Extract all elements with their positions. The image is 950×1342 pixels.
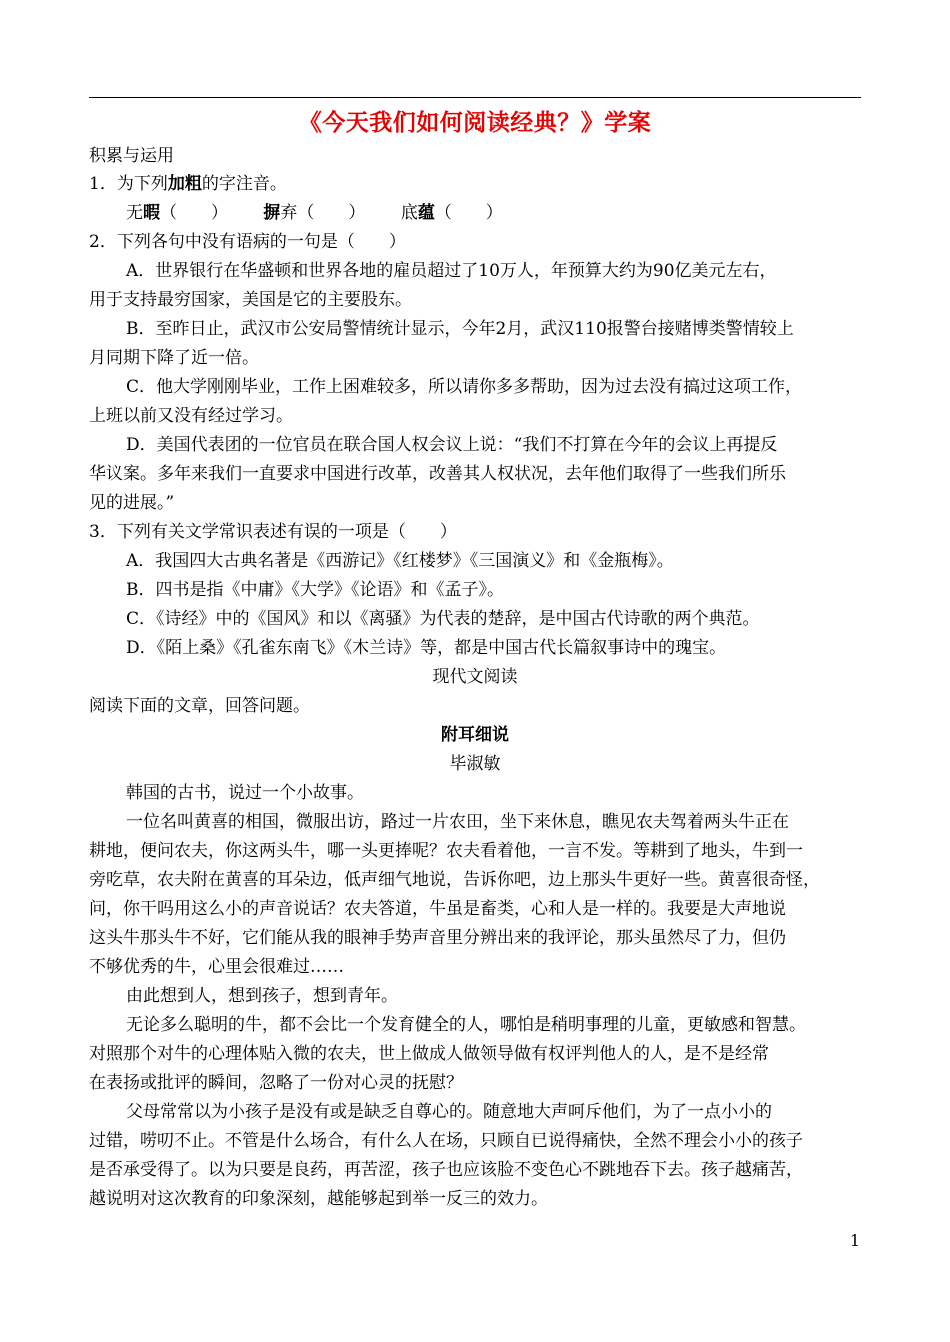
- q2-option-line: A．世界银行在华盛顿和世界各地的雇员超过了10万人，年预算大约为90亿美元左右，: [126, 261, 777, 281]
- page-number: 1: [849, 1231, 860, 1250]
- section-heading-accumulation: 积累与运用: [89, 146, 174, 166]
- q3-option: C．《诗经》中的《国风》和以《离骚》为代表的楚辞，是中国古代诗歌的两个典范。: [126, 609, 760, 629]
- article-line: 无论多么聪明的牛，都不会比一个发育健全的人，哪怕是稍明事理的儿童，更敏感和智慧。: [126, 1015, 806, 1035]
- article-line: 是否承受得了。以为只要是良药，再苦涩，孩子也应该脸不变色心不跳地吞下去。孩子越痛苦，: [89, 1160, 803, 1180]
- header-rule: [89, 97, 861, 98]
- article-line: 过错，唠叨不止。不管是什么场合，有什么人在场，只顾自已说得痛快，全然不理会小小的孩子: [89, 1131, 803, 1151]
- q2-option-line: 月同期下降了近一倍。: [89, 348, 259, 368]
- article-author: 毕淑敏: [449, 754, 501, 774]
- reading-instruction: 阅读下面的文章，回答问题。: [89, 696, 310, 716]
- article-line: 旁吃草，农夫附在黄喜的耳朵边，低声细气地说，告诉你吧，边上那头牛更好一些。黄喜很奇怪，: [89, 870, 820, 890]
- article-line: 耕地，便问农夫，你这两头牛，哪一头更捧呢？农夫看着他，一言不发。等耕到了地头，牛到一: [89, 841, 803, 861]
- q2-option-line: C．他大学刚刚毕业，工作上困难较多，所以请你多多帮助，因为过去没有搞过这项工作，: [126, 377, 803, 397]
- question-2-stem: 2．下列各句中没有语病的一句是（ ）: [89, 232, 406, 252]
- page-title: 《今天我们如何阅读经典？》学案: [298, 109, 652, 136]
- article-line: 不够优秀的牛，心里会很难过……: [89, 957, 344, 977]
- article-line: 越说明对这次教育的印象深刻，越能够起到举一反三的效力。: [89, 1189, 548, 1209]
- question-1-stem: [89, 171, 287, 197]
- article-line: 对照那个对牛的心理体贴入微的农夫，世上做成人做领导做有权评判他人的人，是不是经常: [89, 1044, 769, 1064]
- q1-item: 摒弃（ ）: [263, 203, 366, 223]
- question-1-items: [126, 200, 503, 226]
- article-line: 由此想到人，想到孩子，想到青年。: [126, 986, 398, 1006]
- q1-item: 底蕴（ ）: [400, 203, 503, 223]
- question-3-stem: 3．下列有关文学常识表述有误的一项是（ ）: [89, 522, 457, 542]
- q1-text-pre: 1．为下列: [89, 174, 168, 194]
- q1-text-post: 的字注音。: [201, 174, 287, 194]
- q1-text-bold: 加粗: [167, 174, 202, 194]
- article-title: 附耳细说: [441, 725, 509, 745]
- article-line: 在表扬或批评的瞬间，忽略了一份对心灵的抚慰？: [89, 1073, 463, 1093]
- q2-option-line: 华议案。多年来我们一直要求中国进行改革，改善其人权状况，去年他们取得了一些我们所乐: [89, 464, 786, 484]
- article-line: 父母常常以为小孩子是没有或是缺乏自尊心的。随意地大声呵斥他们，为了一点小小的: [126, 1102, 772, 1122]
- q2-option-line: B．至昨日止，武汉市公安局警情统计显示，今年2月，武汉110报警台接赌博类警情较上: [126, 319, 794, 339]
- q2-option-line: 见的进展。”: [89, 493, 175, 513]
- article-line: 这头牛那头牛不好，它们能从我的眼神手势声音里分辨出来的我评论，那头虽然尽了力，但仍: [89, 928, 786, 948]
- q3-option: A．我国四大古典名著是《西游记》《红楼梦》《三国演义》和《金瓶梅》。: [126, 551, 674, 571]
- q3-option: B．四书是指《中庸》《大学》《论语》和《孟子》。: [126, 580, 504, 600]
- q2-option-line: D．美国代表团的一位官员在联合国人权会议上说：“我们不打算在今年的会议上再提反: [126, 435, 778, 455]
- q2-option-line: 上班以前又没有经过学习。: [89, 406, 293, 426]
- q3-option: D．《陌上桑》《孔雀东南飞》《木兰诗》等，都是中国古代长篇叙事诗中的瑰宝。: [126, 638, 727, 658]
- q2-option-line: 用于支持最穷国家，美国是它的主要股东。: [89, 290, 412, 310]
- q1-item: 无暇（ ）: [126, 203, 228, 223]
- article-line: 一位名叫黄喜的相国，微服出访，路过一片农田，坐下来休息，瞧见农夫驾着两头牛正在: [126, 812, 789, 832]
- article-line: 问，你干吗用这么小的声音说话？农夫答道，牛虽是畜类，心和人是一样的。我要是大声地说: [89, 899, 786, 919]
- article-line: 韩国的古书，说过一个小故事。: [126, 783, 364, 803]
- section-heading-reading: 现代文阅读: [432, 667, 518, 687]
